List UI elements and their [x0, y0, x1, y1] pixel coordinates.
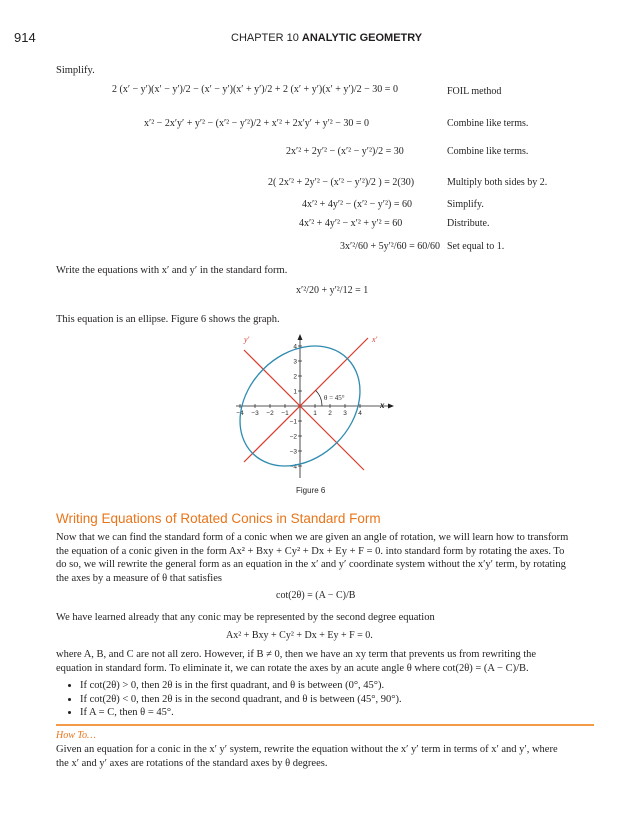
howto-text: Given an equation for a conic in the x′ y′ system, rewrite the equation without the x′ y′ term in terms of x′ and y′, where the x′ and y′ axes are rotations of the standard axes by θ degrees.: [56, 744, 558, 769]
howto-label: How To…: [56, 730, 96, 741]
x-tick-label: 1: [313, 410, 317, 417]
x-tick-label: −2: [266, 410, 274, 417]
equation-2-note: Combine like terms.: [447, 118, 529, 129]
angle-arc: [316, 390, 322, 406]
x-prime-axis-line: [244, 338, 368, 462]
condition-item: • If cot(2θ) < 0, then 2θ is in the second quadrant, and θ is between (45°, 90°).: [80, 693, 566, 707]
condition-item: • If cot(2θ) > 0, then 2θ is in the first quadrant, and θ is between (0°, 45°).: [80, 679, 566, 693]
angle-label: θ = 45°: [324, 394, 345, 402]
chapter-title: ANALYTIC GEOMETRY: [301, 32, 423, 44]
equation-2: x′² − 2x′y′ + y′² − (x′² − y′²)/2 + x′² + 2x′y′ + y′² − 30 = 0: [144, 118, 370, 129]
equation-5-note: Simplify.: [447, 199, 484, 210]
condition-list: [66, 679, 566, 720]
page-number: 914: [14, 30, 36, 45]
y-axis-arrow: [298, 334, 303, 340]
chapter-header: [231, 32, 422, 44]
condition-item: • If A = C, then θ = 45°.: [80, 706, 566, 720]
y-tick-label: 2: [293, 373, 297, 381]
x-tick-label: 4: [358, 410, 362, 417]
howto-divider: [56, 724, 594, 726]
equation-3: 2x′² + 2y′² − (x′² − y′²)/2 = 30: [286, 146, 404, 157]
simplify-label: Simplify.: [56, 65, 95, 76]
y-tick-label: −3: [289, 448, 297, 456]
x-axis-label: x: [380, 400, 385, 410]
x-tick-label: 3: [343, 410, 347, 417]
equation-1-note: FOIL method: [447, 86, 502, 97]
equation-4-note: Multiply both sides by 2.: [447, 177, 548, 188]
equation-1: 2 (x′ − y′)(x′ − y′)/2 − (x′ − y′)(x′ + y′)/2 + 2 (x′ + y′)(x′ + y′)/2 − 30 = 0: [112, 84, 398, 95]
y-tick-label: −2: [289, 433, 297, 441]
section-paragraph-3: where A, B, and C are not all zero. However, if B ≠ 0, then we have an xy term that prevents us from rewriting the equation in standard form. To eliminate it, we can rotate the axes by an acute angle θ where cot(2θ) = (A − C)/B.: [56, 649, 537, 674]
equation-5: 4x′² + 4y′² − (x′² − y′²) = 60: [302, 199, 412, 210]
y-prime-label: y′: [244, 335, 250, 344]
x-prime-label: x′: [372, 335, 378, 344]
section-heading: Writing Equations of Rotated Conics in Standard Form: [56, 511, 381, 526]
equation-7-note: Set equal to 1.: [447, 241, 505, 252]
equation-6-note: Distribute.: [447, 218, 490, 229]
cot-equation: cot(2θ) = (A − C)/B: [276, 590, 356, 601]
general-equation: Ax² + Bxy + Cy² + Dx + Ey + F = 0.: [226, 630, 373, 641]
equation-4: 2( 2x′² + 2y′² − (x′² − y′²)/2 ) = 2(30): [268, 177, 415, 188]
y-tick-label: 1: [293, 388, 297, 396]
y-tick-label: 4: [293, 343, 297, 351]
ellipse-curve: [230, 332, 384, 482]
section-paragraph-1: Now that we can find the standard form of a conic when we are given an angle of rotation, we will learn how to transform the equation of a conic given in the form Ax² + Bxy + Cy² + Dx + Ey + F = 0. into standard form by rotating the axes. To do so, we will rewrite the general form as an equation in the x′ and y′ coordinate system without the x′y′ term, by rotating the axes by a measure of θ that satisfies: [56, 532, 569, 584]
x-tick-label: −4: [236, 410, 244, 417]
y-tick-label: 3: [293, 358, 297, 366]
section-paragraph-2: We have learned already that any conic may be represented by the second degree equation: [56, 612, 435, 623]
standard-form-instruction: Write the equations with x′ and y′ in the standard form.: [56, 265, 288, 276]
x-tick-label: −1: [281, 410, 289, 417]
x-tick-label: −3: [251, 410, 259, 417]
x-tick-label: 2: [328, 410, 332, 417]
chapter-label: CHAPTER 10: [231, 32, 299, 44]
y-tick-label: −4: [289, 463, 297, 471]
equation-3-note: Combine like terms.: [447, 146, 529, 157]
figure-caption: Figure 6: [296, 486, 326, 495]
standard-form-equation: x′²/20 + y′²/12 = 1: [296, 285, 369, 296]
ellipse-sentence: This equation is an ellipse. Figure 6 shows the graph.: [56, 314, 280, 325]
x-axis-arrow: [388, 404, 394, 409]
equation-7: 3x′²/60 + 5y′²/60 = 60/60: [340, 241, 440, 252]
equation-6: 4x′² + 4y′² − x′² + y′² = 60: [299, 218, 403, 229]
figure-6-graph: [230, 332, 400, 482]
y-tick-label: −1: [289, 418, 297, 426]
